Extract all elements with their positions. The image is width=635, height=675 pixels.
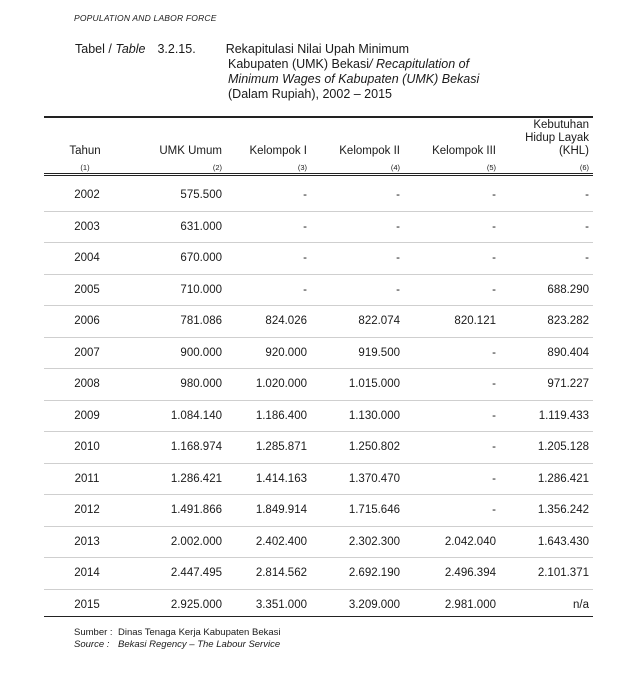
value-cell: - bbox=[500, 211, 593, 243]
col-header-khl-line-3: (KHL) bbox=[558, 145, 589, 157]
table-row bbox=[44, 274, 593, 306]
value-cell: 890.404 bbox=[500, 337, 593, 369]
value-cell: 688.290 bbox=[500, 274, 593, 306]
table-title bbox=[75, 42, 479, 102]
value-cell: 920.000 bbox=[226, 337, 311, 369]
wage-table bbox=[44, 116, 593, 620]
col-header-tahun: Tahun bbox=[69, 145, 101, 157]
table-label-en: Table bbox=[115, 42, 146, 56]
value-cell: 1.168.974 bbox=[130, 432, 226, 464]
year-cell: 2015 bbox=[74, 598, 100, 611]
col-header-kelompok-1: Kelompok I bbox=[249, 145, 307, 157]
title-line-2 bbox=[228, 57, 479, 72]
table-row bbox=[44, 243, 593, 275]
value-cell: - bbox=[404, 211, 500, 243]
value-cell: 3.209.000 bbox=[348, 598, 400, 611]
table-label-id: Tabel / bbox=[75, 42, 112, 56]
table-row bbox=[44, 211, 593, 243]
value-cell: - bbox=[404, 243, 500, 275]
value-cell: 670.000 bbox=[130, 243, 226, 275]
value-cell: 631.000 bbox=[130, 211, 226, 243]
col-num-4: (4) bbox=[390, 163, 400, 172]
value-cell: 1.130.000 bbox=[311, 400, 404, 432]
title-line-1: Rekapitulasi Nilai Upah Minimum bbox=[225, 42, 410, 56]
value-cell: 1.643.430 bbox=[500, 526, 593, 558]
col-header-umk-umum: UMK Umum bbox=[159, 145, 222, 157]
value-cell: 822.074 bbox=[311, 306, 404, 338]
source-label-en: Source : bbox=[74, 638, 110, 650]
value-cell: - bbox=[500, 180, 593, 211]
year-cell: 2008 bbox=[44, 369, 130, 401]
value-cell: 1.020.000 bbox=[226, 369, 311, 401]
value-cell: 2.692.190 bbox=[311, 558, 404, 590]
value-cell: 781.086 bbox=[130, 306, 226, 338]
year-cell: 2012 bbox=[44, 495, 130, 527]
title-line-2-en: / Recapitulation of bbox=[369, 57, 470, 71]
value-cell: 1.370.470 bbox=[311, 463, 404, 495]
table-header-rule-2 bbox=[44, 175, 593, 176]
value-cell: - bbox=[404, 495, 500, 527]
value-cell: - bbox=[404, 369, 500, 401]
value-cell: 1.715.646 bbox=[311, 495, 404, 527]
year-cell: 2004 bbox=[44, 243, 130, 275]
title-line-2-id: Kabupaten (UMK) Bekasi bbox=[228, 57, 370, 71]
value-cell: 2.042.040 bbox=[404, 526, 500, 558]
value-cell: - bbox=[404, 463, 500, 495]
value-cell: 980.000 bbox=[130, 369, 226, 401]
table-row bbox=[44, 432, 593, 464]
table-row bbox=[44, 369, 593, 401]
col-num-5: (5) bbox=[486, 163, 496, 172]
value-cell: 900.000 bbox=[130, 337, 226, 369]
value-cell: 1.186.400 bbox=[226, 400, 311, 432]
value-cell: 710.000 bbox=[130, 274, 226, 306]
table-row bbox=[44, 400, 593, 432]
year-cell: 2010 bbox=[44, 432, 130, 464]
value-cell: 2.814.562 bbox=[226, 558, 311, 590]
year-cell: 2009 bbox=[44, 400, 130, 432]
value-cell: 1.015.000 bbox=[311, 369, 404, 401]
value-cell: 2.002.000 bbox=[130, 526, 226, 558]
value-cell: 971.227 bbox=[500, 369, 593, 401]
value-cell: 1.084.140 bbox=[130, 400, 226, 432]
table-row bbox=[44, 558, 593, 590]
source-note bbox=[74, 627, 281, 650]
value-cell: n/a bbox=[573, 598, 589, 611]
table-row bbox=[44, 495, 593, 527]
col-header-khl-line-2: Hidup Layak bbox=[525, 132, 589, 144]
source-label-id: Sumber : bbox=[74, 627, 113, 638]
col-num-1: (1) bbox=[80, 163, 90, 172]
value-cell: 2.402.400 bbox=[226, 526, 311, 558]
value-cell: 1.414.163 bbox=[226, 463, 311, 495]
value-cell: - bbox=[311, 180, 404, 211]
value-cell: 2.302.300 bbox=[311, 526, 404, 558]
year-cell: 2005 bbox=[44, 274, 130, 306]
value-cell: - bbox=[404, 432, 500, 464]
section-header: POPULATION AND LABOR FORCE bbox=[74, 13, 217, 23]
table-top-rule bbox=[44, 116, 593, 118]
value-cell: - bbox=[404, 274, 500, 306]
value-cell: 575.500 bbox=[130, 180, 226, 211]
table-number: 3.2.15. bbox=[157, 42, 196, 56]
value-cell: 1.286.421 bbox=[500, 463, 593, 495]
value-cell: 1.285.871 bbox=[226, 432, 311, 464]
value-cell: 1.849.914 bbox=[226, 495, 311, 527]
table-row bbox=[44, 306, 593, 338]
value-cell: 1.356.242 bbox=[500, 495, 593, 527]
year-cell: 2002 bbox=[44, 180, 130, 211]
col-header-khl-line-1: Kebutuhan bbox=[533, 119, 589, 131]
value-cell: - bbox=[226, 274, 311, 306]
value-cell: - bbox=[226, 180, 311, 211]
value-cell: 2.496.394 bbox=[404, 558, 500, 590]
value-cell: 1.491.866 bbox=[130, 495, 226, 527]
table-header-rule bbox=[44, 173, 593, 174]
year-cell: 2011 bbox=[44, 463, 130, 495]
value-cell: 823.282 bbox=[500, 306, 593, 338]
title-line-3: Minimum Wages of Kabupaten (UMK) Bekasi bbox=[228, 72, 480, 86]
value-cell: - bbox=[226, 243, 311, 275]
col-num-2: (2) bbox=[212, 163, 222, 172]
value-cell: 824.026 bbox=[226, 306, 311, 338]
value-cell: 2.925.000 bbox=[170, 598, 222, 611]
source-text-en: Bekasi Regency – The Labour Service bbox=[118, 638, 281, 650]
table-bottom-rule bbox=[44, 616, 593, 617]
year-cell: 2013 bbox=[44, 526, 130, 558]
value-cell: 2.981.000 bbox=[444, 598, 496, 611]
value-cell: 820.121 bbox=[404, 306, 500, 338]
value-cell: - bbox=[311, 243, 404, 275]
value-cell: - bbox=[226, 211, 311, 243]
col-num-3: (3) bbox=[297, 163, 307, 172]
col-header-kelompok-3: Kelompok III bbox=[432, 145, 496, 157]
table-row bbox=[44, 463, 593, 495]
source-text-id: Dinas Tenaga Kerja Kabupaten Bekasi bbox=[118, 627, 281, 638]
value-cell: 919.500 bbox=[311, 337, 404, 369]
value-cell: - bbox=[404, 400, 500, 432]
value-cell: - bbox=[404, 337, 500, 369]
value-cell: 2.101.371 bbox=[500, 558, 593, 590]
table-row bbox=[44, 526, 593, 558]
value-cell: - bbox=[404, 180, 500, 211]
col-header-khl bbox=[500, 116, 593, 160]
year-cell: 2007 bbox=[44, 337, 130, 369]
value-cell: 1.119.433 bbox=[500, 400, 593, 432]
value-cell: 1.250.802 bbox=[311, 432, 404, 464]
value-cell: - bbox=[311, 274, 404, 306]
year-cell: 2014 bbox=[44, 558, 130, 590]
value-cell: 1.205.128 bbox=[500, 432, 593, 464]
col-header-kelompok-2: Kelompok II bbox=[339, 145, 400, 157]
table-row bbox=[44, 180, 593, 211]
value-cell: - bbox=[311, 211, 404, 243]
value-cell: 1.286.421 bbox=[130, 463, 226, 495]
year-cell: 2003 bbox=[44, 211, 130, 243]
table-row bbox=[44, 337, 593, 369]
value-cell: 2.447.495 bbox=[130, 558, 226, 590]
table-label bbox=[75, 42, 145, 57]
title-line-4: (Dalam Rupiah), 2002 – 2015 bbox=[228, 87, 392, 101]
col-num-6: (6) bbox=[579, 163, 589, 172]
year-cell: 2006 bbox=[44, 306, 130, 338]
value-cell: 3.351.000 bbox=[255, 598, 307, 611]
value-cell: - bbox=[500, 243, 593, 275]
